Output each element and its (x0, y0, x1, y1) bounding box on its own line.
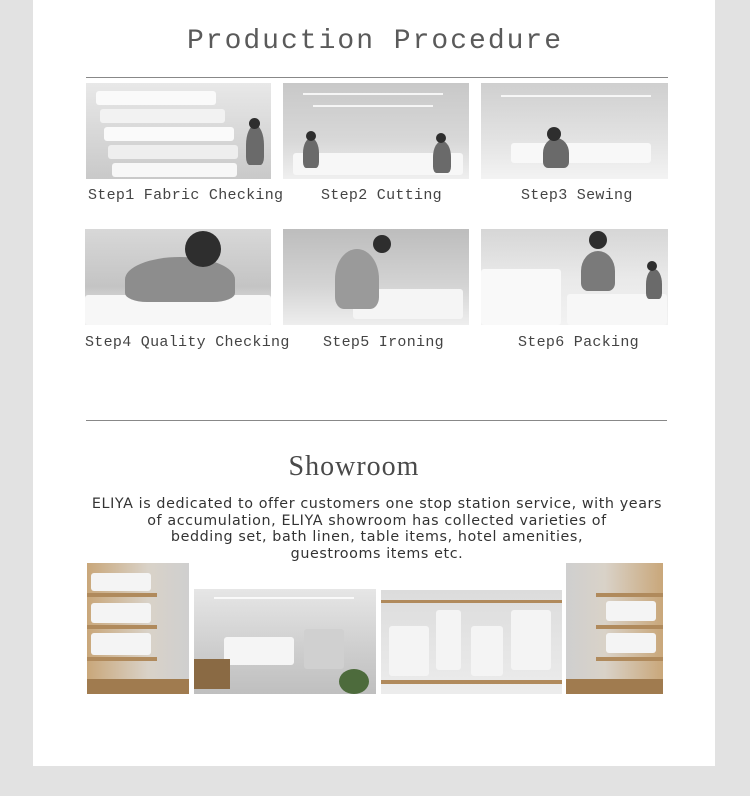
showroom-title: Showroom (288, 451, 420, 482)
showroom-shelf-photo-2 (566, 563, 663, 694)
step2-caption: Step2 Cutting (321, 187, 442, 204)
production-divider (86, 77, 668, 78)
showroom-divider (86, 420, 667, 421)
showroom-shelf-photo-1 (87, 563, 189, 694)
quality-checking-photo (85, 229, 271, 325)
fabric-checking-photo (86, 83, 271, 179)
showroom-bedding-wall-photo (381, 590, 562, 694)
step4-caption: Step4 Quality Checking (85, 334, 290, 351)
description-line: of accumulation, ELIYA showroom has collected varieties of (147, 512, 607, 529)
step6-caption: Step6 Packing (518, 334, 639, 351)
cutting-photo (283, 83, 469, 179)
sewing-photo (481, 83, 668, 179)
showroom-bedroom-photo (194, 589, 376, 694)
description-line: guestrooms items etc. (290, 545, 464, 562)
description-line: ELIYA is dedicated to offer customers one stop station service, with years (91, 496, 663, 512)
showroom-description (80, 496, 674, 562)
ironing-photo (283, 229, 469, 325)
step5-caption: Step5 Ironing (323, 334, 444, 351)
packing-photo (481, 229, 668, 325)
production-title: Production Procedure (186, 26, 564, 57)
step3-caption: Step3 Sewing (521, 187, 633, 204)
step1-caption: Step1 Fabric Checking (88, 187, 284, 204)
description-line: bedding set, bath linen, table items, hotel amenities, (170, 529, 584, 545)
